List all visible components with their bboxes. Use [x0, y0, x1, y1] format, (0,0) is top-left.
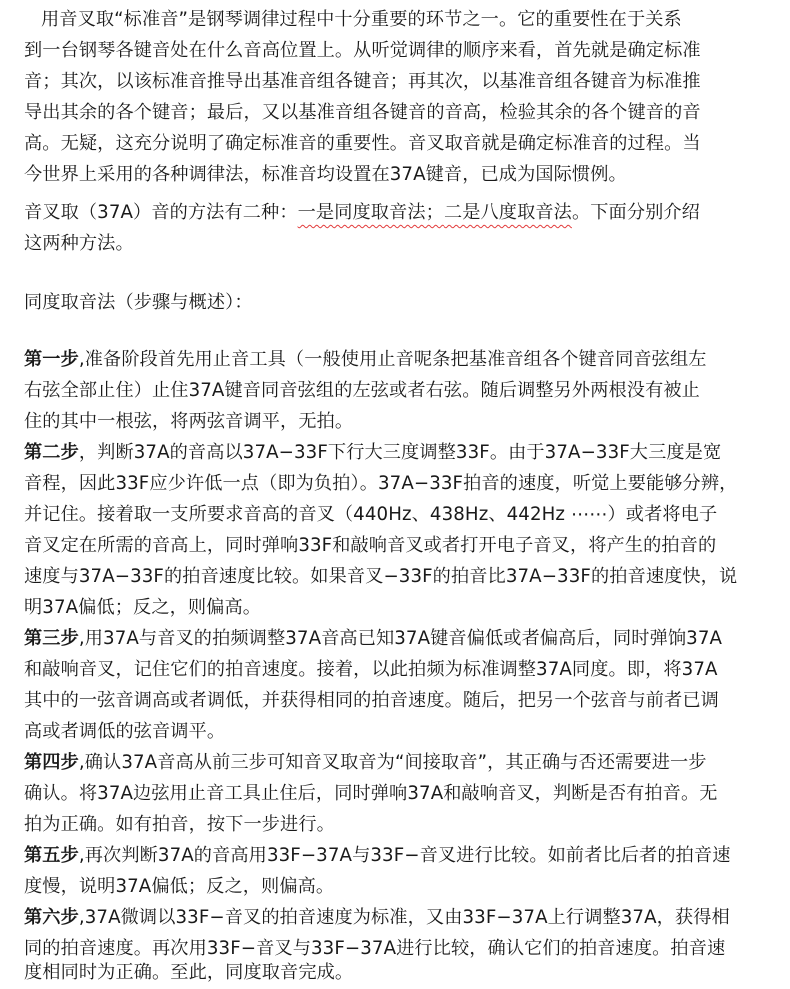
step-2-line: 并记住。接着取一支所要求音高的音叉（440Hz、438Hz、442Hz ⋯⋯）或者将电子 — [24, 504, 718, 525]
intro-line: 高。无疑，这充分说明了确定标准音的重要性。音叉取音就是确定标准音的过程。当 — [24, 133, 701, 154]
methods-prefix: 音叉取（37A）音的方法有二种： — [24, 202, 298, 223]
step-2-line: 速度与37A−33F的拍音速度比较。如果音叉−33F的拍音比37A−33F的拍音速度快，说 — [24, 566, 738, 587]
step-1-line — [24, 344, 786, 376]
step-text: ,37A微调以33F−音叉的拍音速度为标准，又由33F−37A上行调整37A，获得相 — [78, 907, 730, 928]
step-3-line: 高或者调低的弦音调平。 — [24, 721, 226, 742]
step-4-line: 拍为正确。如有拍音，按下一步进行。 — [24, 814, 335, 835]
intro-line: 导出其余的各个键音；最后，又以基准音组各键音的音高，检验其余的各个键音的音 — [24, 102, 701, 123]
method-same-pitch: 一是同度取音法； — [297, 202, 444, 223]
methods-suffix: 。下面分别介绍 — [571, 202, 700, 223]
step-text: ,用37A与音叉的拍频调整37A音高已知37A键音偏低或者偏高后，同时弹饷37A — [78, 628, 723, 649]
step-6-line: 同的拍音速度。再次用33F−音叉与33F−37A进行比较，确认它们的拍音速度。拍音速 — [24, 938, 726, 959]
step-4-line: 确认。将37A边弦用止音工具止住后，同时弹响37A和敲响音叉，判断是否有拍音。无 — [24, 783, 718, 804]
step-label: 第五步 — [24, 845, 79, 866]
step-2-line: 音叉定在所需的音高上，同时弹响33F和敲响音叉或者打开电子音叉，将产生的拍音的 — [24, 535, 717, 556]
step-6-line: 度相同时为正确。至此，同度取音完成。 — [24, 962, 354, 983]
step-4-line — [24, 747, 786, 779]
step-5-line: 度慢，说明37A偏低；反之，则偏高。 — [24, 876, 335, 897]
step-label: 第六步 — [24, 907, 79, 928]
method-octave: 二是八度取音法 — [443, 202, 572, 223]
intro-line: 今世界上采用的各种调律法，标准音均设置在37A键音，已成为国际惯例。 — [24, 164, 627, 185]
step-5-line — [24, 840, 786, 872]
step-6-line — [24, 902, 786, 934]
step-label: 第一步 — [24, 349, 79, 370]
step-label: 第二步 — [24, 442, 79, 463]
section-title: 同度取音法（步骤与概述）： — [24, 292, 253, 313]
step-1-line: 住的其中一根弦，将两弦音调平，无拍。 — [24, 411, 354, 432]
step-2-line: 音程，因此33F应少许低一点（即为负拍）。37A−33F拍音的速度，听觉上要能够分辨， — [24, 473, 738, 494]
step-text: ,准备阶段首先用止音工具（一般使用止音呢条把基准音组各个键音同音弦组左 — [78, 349, 707, 370]
step-2-line: 明37A偏低；反之，则偏高。 — [24, 597, 262, 618]
step-label: 第三步 — [24, 628, 79, 649]
step-label: 第四步 — [24, 752, 79, 773]
methods-line-2: 这两种方法。 — [24, 233, 134, 254]
step-3-line: 其中的一弦音调高或者调低，并获得相同的拍音速度。随后，把另一个弦音与前者已调 — [24, 690, 719, 711]
step-1-line: 右弦全部止住）止住37A键音同音弦组的左弦或者右弦。随后调整另外两根没有被止 — [24, 380, 700, 401]
step-text: ，判断37A的音高以37A−33F下行大三度调整33F。由于37A−33F大三度是宽 — [78, 442, 722, 463]
step-text: ,确认37A音高从前三步可知音叉取音为“间接取音”，其正确与否还需要进一步 — [78, 752, 707, 773]
intro-line: 用音叉取“标准音”是钢琴调律过程中十分重要的环节之一。它的重要性在于关系 — [41, 9, 682, 30]
step-3-line: 和敲响音叉，记住它们的拍音速度。接着，以此拍频为标准调整37A同度。即，将37A — [24, 659, 718, 680]
intro-line: 到一台钢琴各键音处在什么音高位置上。从听觉调律的顺序来看，首先就是确定标准 — [24, 40, 701, 61]
step-text: ,再次判断37A的音高用33F−37A与33F−音叉进行比较。如前者比后者的拍音速 — [78, 845, 731, 866]
methods-line — [24, 197, 786, 229]
intro-line: 音；其次，以该标准音推导出基准音组各键音；再其次，以基准音组各键音为标准推 — [24, 71, 701, 92]
step-2-line — [24, 437, 786, 469]
step-3-line — [24, 623, 786, 655]
